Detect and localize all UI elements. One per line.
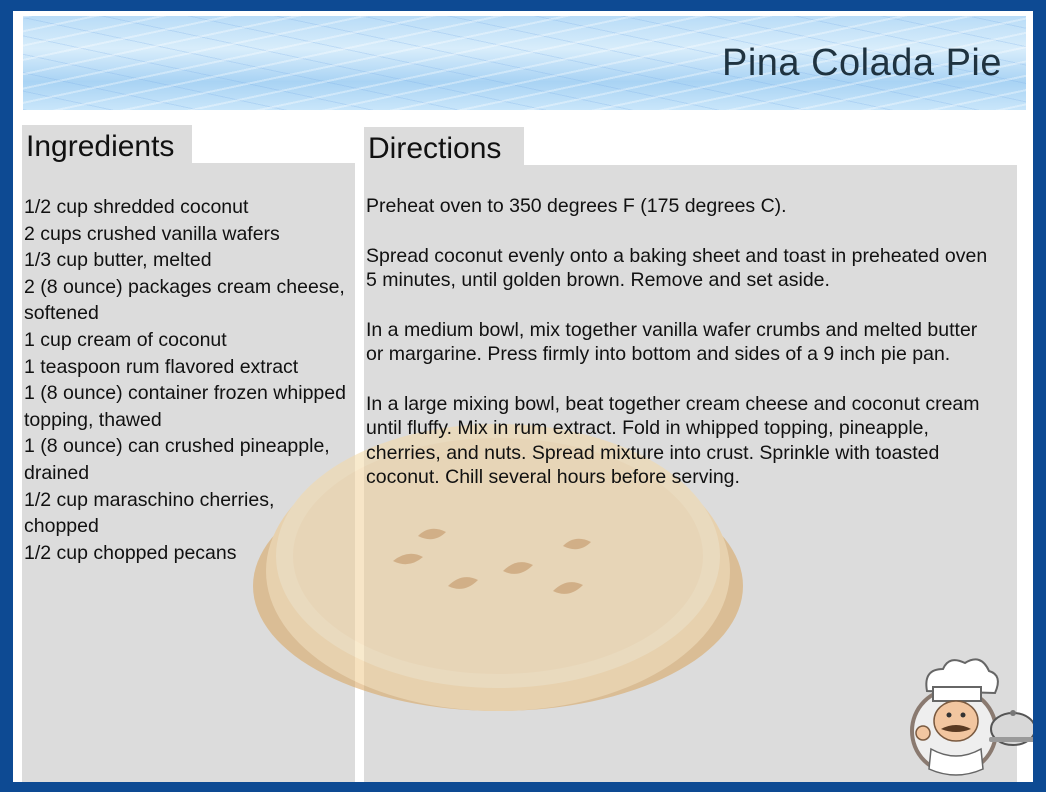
direction-step: In a large mixing bowl, beat together cream cheese and coconut cream until fluffy. Mix in rum extract. Fold in whipped topping, pineapple, cherries, and nuts. Spread mixture into crust. Sprinkle with toasted coconut. Chill several hours before serving.: [366, 392, 980, 488]
list-item: 1 teaspoon rum flavored extract: [24, 355, 299, 378]
list-item: 2 cups crushed vanilla wafers: [24, 222, 280, 245]
direction-step: Spread coconut evenly onto a baking sheet and toast in preheated oven 5 minutes, until golden brown. Remove and set aside.: [366, 244, 988, 291]
recipe-slide: [13, 11, 1033, 782]
list-item: 1 (8 ounce) container frozen whipped topping, thawed: [24, 382, 346, 431]
chef-icon: [909, 651, 1033, 782]
ingredients-heading: Ingredients: [22, 125, 192, 165]
ingredients-list: [24, 194, 349, 566]
direction-step: In a medium bowl, mix together vanilla wafer crumbs and melted butter or margarine. Press firmly into bottom and sides of a 9 inch pie pan.: [366, 318, 978, 365]
direction-step: Preheat oven to 350 degrees F (175 degrees C).: [366, 195, 787, 217]
list-item: 1/2 cup chopped pecans: [24, 541, 237, 564]
list-item: 1 cup cream of coconut: [24, 328, 227, 351]
list-item: 1/3 cup butter, melted: [24, 249, 212, 272]
list-item: 1/2 cup shredded coconut: [24, 196, 249, 218]
directions-heading: Directions: [364, 127, 524, 167]
list-item: 2 (8 ounce) packages cream cheese, softened: [24, 275, 345, 325]
list-item: 1 (8 ounce) can crushed pineapple, drained: [24, 435, 330, 484]
list-item: 1/2 cup maraschino cherries, chopped: [24, 488, 275, 538]
title-banner: [23, 16, 1026, 110]
page-title: Pina Colada Pie: [721, 42, 1002, 84]
directions-text: [366, 194, 996, 515]
